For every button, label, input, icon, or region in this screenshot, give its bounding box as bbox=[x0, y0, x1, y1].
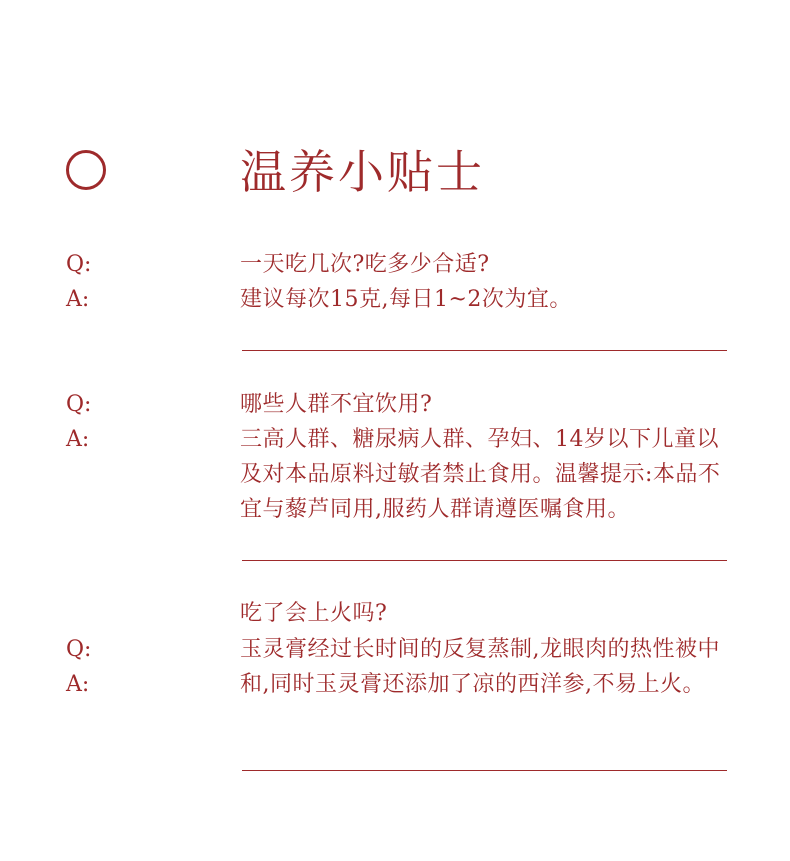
question-text-1: 一天吃几次?吃多少合适? bbox=[240, 252, 490, 277]
answer-label-3: A: bbox=[66, 672, 90, 697]
answer-text-3: 玉灵膏经过长时间的反复蒸制,龙眼肉的热性被中和,同时玉灵膏还添加了凉的西洋参,不易上火。 bbox=[240, 637, 720, 697]
question-label-3: Q: bbox=[66, 637, 92, 662]
question-label-2: Q: bbox=[66, 392, 92, 417]
question-text-3: 吃了会上火吗? bbox=[240, 601, 388, 626]
answer-label-1: A: bbox=[66, 287, 90, 312]
answer-text-1: 建议每次15克,每日1~2次为宜。 bbox=[240, 287, 572, 312]
circle-icon bbox=[66, 150, 106, 190]
divider-3 bbox=[242, 770, 727, 771]
page-title: 温养小贴士 bbox=[240, 145, 485, 199]
question-text-2: 哪些人群不宜饮用? bbox=[240, 392, 433, 417]
answer-text-2: 三高人群、糖尿病人群、孕妇、14岁以下儿童以及对本品原料过敏者禁止食用。温馨提示:本品不宜与藜芦同用,服药人群请遵医嘱食用。 bbox=[240, 427, 721, 522]
answer-label-2: A: bbox=[66, 427, 90, 452]
divider-2 bbox=[242, 560, 727, 561]
divider-1 bbox=[242, 350, 727, 351]
question-label-1: Q: bbox=[66, 252, 92, 277]
